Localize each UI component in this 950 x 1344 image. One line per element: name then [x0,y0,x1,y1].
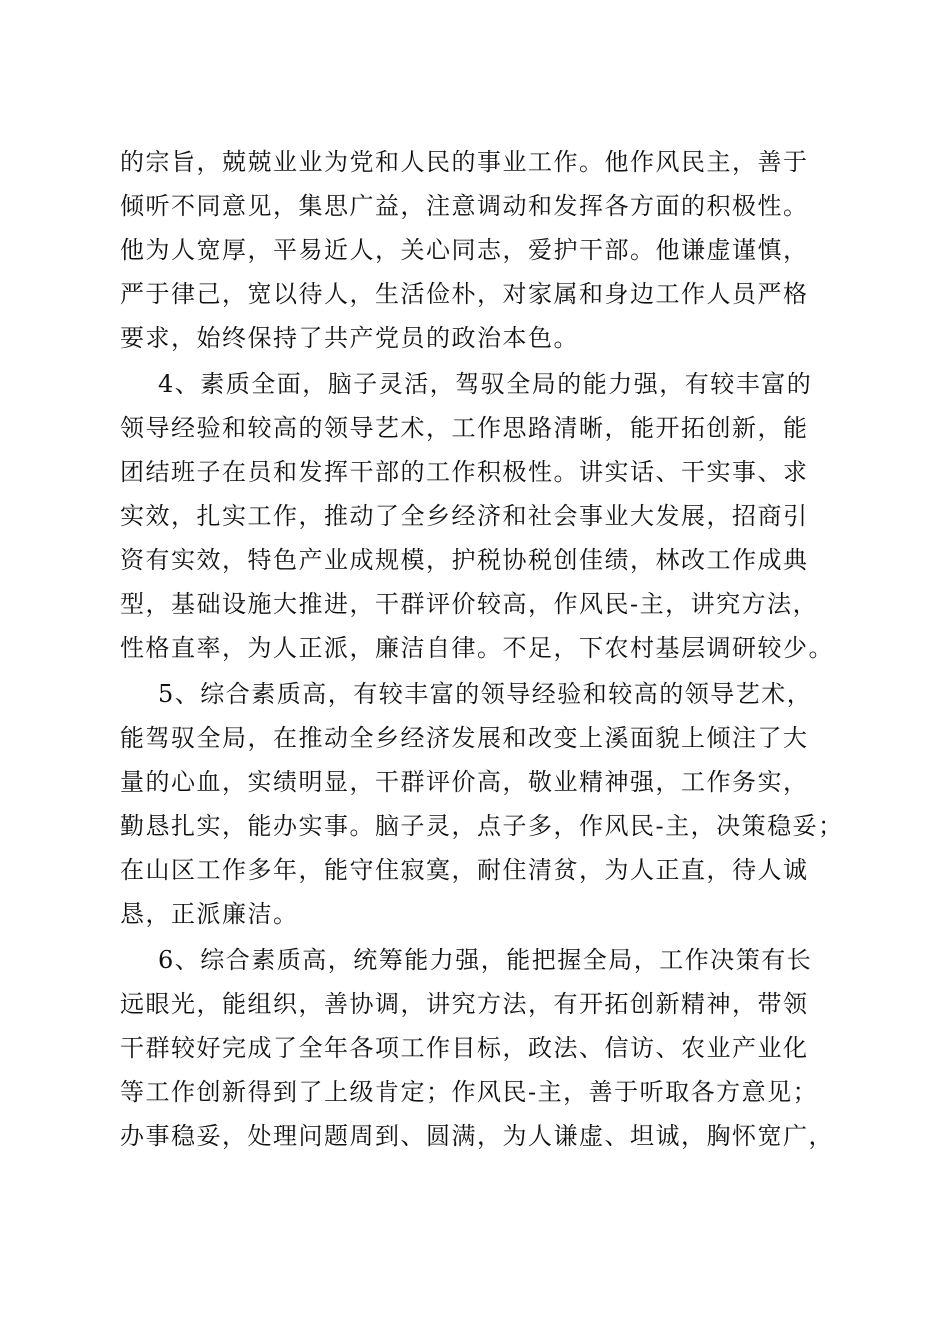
text-line: 勤恳扎实，能办实事。脑子灵，点子多，作风民-主，决策稳妥； [120,812,844,840]
text-line: 要求，始终保持了共产党员的政治本色。 [120,324,579,352]
text-line: 在山区工作多年，能守住寂寞，耐住清贫，为人正直，待人诚 [120,856,809,884]
paragraph-start-line: 6、综合素质高，统筹能力强，能把握全局，工作决策有长 [158,946,813,974]
text-line: 远眼光，能组织，善协调，讲究方法，有开拓创新精神，带领 [120,990,809,1018]
text-line: 实效，扎实工作，推动了全乡经济和社会事业大发展，招商引 [120,502,809,530]
text-line: 的宗旨，兢兢业业为党和人民的事业工作。他作风民主，善于 [120,148,809,176]
paragraph-start-line: 4、素质全面，脑子灵活，驾驭全局的能力强，有较丰富的 [158,370,813,398]
text-line: 型，基础设施大推进，干群评价较高，作风民-主，讲究方法， [120,590,819,618]
text-line: 恳，正派廉洁。 [120,900,299,928]
text-line: 倾听不同意见，集思广益，注意调动和发挥各方面的积极性。 [120,192,809,220]
text-line: 他为人宽厚，平易近人，关心同志，爱护干部。他谦虚谨慎， [120,236,809,264]
text-line: 能驾驭全局，在推动全乡经济发展和改变上溪面貌上倾注了大 [120,724,809,752]
text-line: 性格直率，为人正派，廉洁自律。不足，下农村基层调研较少。 [120,634,834,662]
text-line: 团结班子在员和发挥干部的工作积极性。讲实话、干实事、求 [120,458,809,486]
text-line: 办事稳妥，处理问题周到、圆满，为人谦虚、坦诚，胸怀宽广， [120,1122,834,1150]
text-line: 量的心血，实绩明显，干群评价高，敬业精神强，工作务实， [120,768,809,796]
text-line: 领导经验和较高的领导艺术，工作思路清晰，能开拓创新，能 [120,414,809,442]
text-line: 资有实效，特色产业成规模，护税协税创佳绩，林改工作成典 [120,546,809,574]
text-line: 等工作创新得到了上级肯定；作风民-主，善于听取各方意见； [120,1078,819,1106]
text-line: 严于律己，宽以待人，生活俭朴，对家属和身边工作人员严格 [120,280,809,308]
text-line: 干群较好完成了全年各项工作目标，政法、信访、农业产业化 [120,1034,809,1062]
paragraph-start-line: 5、综合素质高，有较丰富的领导经验和较高的领导艺术， [158,680,813,708]
